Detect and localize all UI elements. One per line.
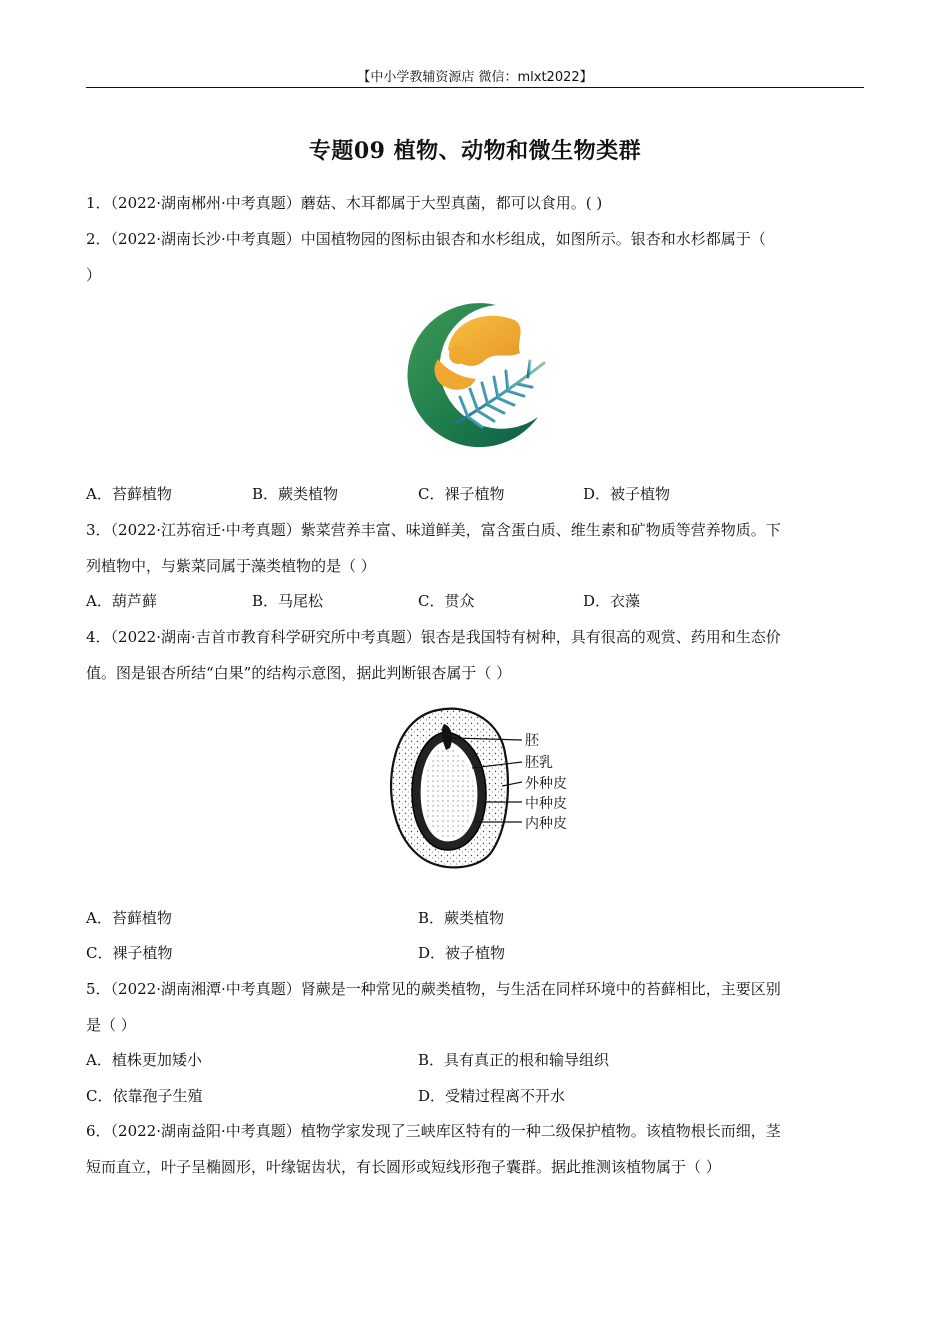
question-2-text-cont: ） — [86, 266, 102, 284]
question-3-option-b: B．马尾松 — [252, 592, 324, 610]
question-4-option-d: D．被子植物 — [418, 944, 506, 962]
label-embryo: 胚 — [525, 733, 539, 749]
question-5-text-cont: 是（ ） — [86, 1016, 136, 1034]
botanical-garden-logo — [398, 299, 552, 453]
question-4-option-a: A．苔藓植物 — [86, 909, 172, 927]
header-divider — [86, 87, 864, 88]
question-3-option-c: C．贯众 — [418, 592, 475, 610]
question-5-text: 5．（2022·湖南湘潭·中考真题）肾蕨是一种常见的蕨类植物，与生活在同样环境中的苔藓相比，主要区别 — [86, 980, 781, 998]
question-2-option-a: A．苔藓植物 — [86, 485, 172, 503]
question-3-option-a: A．葫芦藓 — [86, 592, 157, 610]
label-middle-seed-coat: 中种皮 — [525, 796, 567, 812]
question-4-option-b: B．蕨类植物 — [418, 909, 505, 927]
label-outer-seed-coat: 外种皮 — [525, 776, 567, 792]
question-5-option-c: C．依靠孢子生殖 — [86, 1087, 203, 1105]
page-header: 【中小学教辅资源店 微信：mlxt2022】 — [357, 70, 593, 85]
question-1-text: 1．（2022·湖南郴州·中考真题）蘑菇、木耳都属于大型真菌，都可以食用。( ) — [86, 194, 603, 212]
label-endosperm: 胚乳 — [525, 755, 553, 771]
label-inner-seed-coat: 内种皮 — [525, 816, 567, 832]
question-2-option-b: B．蕨类植物 — [252, 485, 339, 503]
question-5-option-b: B．具有真正的根和输导组织 — [418, 1051, 610, 1069]
ginkgo-seed-diagram — [386, 704, 576, 872]
question-2-option-d: D．被子植物 — [583, 485, 671, 503]
question-6-text: 6．（2022·湖南益阳·中考真题）植物学家发现了三峡库区特有的一种二级保护植物。该植物根长而细，茎 — [86, 1122, 781, 1140]
question-2-option-c: C．裸子植物 — [418, 485, 505, 503]
question-4-option-c: C．裸子植物 — [86, 944, 173, 962]
question-3-text: 3．（2022·江苏宿迁·中考真题）紫菜营养丰富、味道鲜美，富含蛋白质、维生素和矿物质等营养物质。下 — [86, 521, 781, 539]
page-title: 专题09 植物、动物和微生物类群 — [308, 138, 642, 164]
question-4-text-cont: 值。图是银杏所结“白果”的结构示意图，据此判断银杏属于（ ） — [86, 664, 512, 682]
question-3-text-cont: 列植物中，与紫菜同属于藻类植物的是（ ） — [86, 557, 376, 575]
question-4-text: 4．（2022·湖南·吉首市教育科学研究所中考真题）银杏是我国特有树种，具有很高的观赏、药用和生态价 — [86, 628, 781, 646]
question-2-text: 2．（2022·湖南长沙·中考真题）中国植物园的图标由银杏和水杉组成，如图所示。银杏和水杉都属于（ — [86, 230, 766, 248]
question-5-option-d: D．受精过程离不开水 — [418, 1087, 566, 1105]
question-6-text-cont: 短而直立，叶子呈椭圆形，叶缘锯齿状，有长圆形或短线形孢子囊群。据此推测该植物属于（ ） — [86, 1158, 721, 1176]
question-3-option-d: D．衣藻 — [583, 592, 641, 610]
question-5-option-a: A．植株更加矮小 — [86, 1051, 202, 1069]
